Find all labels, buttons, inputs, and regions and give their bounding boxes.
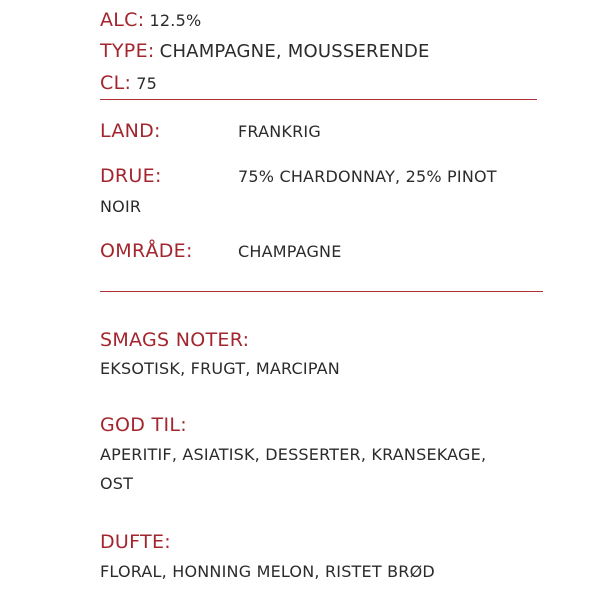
smags-value: EKSOTISK, FRUGT, MARCIPAN	[100, 359, 340, 378]
dufte-value: FLORAL, HONNING MELON, RISTET BRØD	[100, 562, 435, 581]
type-row	[100, 40, 430, 62]
alc-row	[100, 9, 201, 31]
omraade-value: CHAMPAGNE	[238, 242, 342, 261]
cl-label: CL:	[100, 72, 132, 94]
smags-label: SMAGS NOTER:	[100, 329, 250, 351]
alc-value: 12.5%	[149, 11, 202, 30]
drue-value-line2: NOIR	[100, 197, 142, 216]
drue-label: DRUE:	[100, 165, 162, 187]
drue-value-line1: 75% CHARDONNAY, 25% PINOT	[238, 167, 497, 186]
godtil-value-line1: APERITIF, ASIATISK, DESSERTER, KRANSEKAGE,	[100, 445, 487, 464]
divider-middle	[100, 291, 543, 292]
godtil-value-line2: OST	[100, 474, 134, 493]
cl-row	[100, 72, 157, 94]
land-value: FRANKRIG	[238, 122, 321, 141]
godtil-label: GOD TIL:	[100, 414, 187, 436]
cl-value: 75	[136, 74, 158, 93]
type-label: TYPE:	[100, 40, 155, 62]
divider-top	[100, 99, 537, 100]
dufte-label: DUFTE:	[100, 531, 171, 553]
omraade-label: OMRÅDE:	[100, 240, 193, 262]
land-label: LAND:	[100, 120, 161, 142]
alc-label: ALC:	[100, 9, 145, 31]
type-value: CHAMPAGNE, MOUSSERENDE	[159, 41, 430, 62]
